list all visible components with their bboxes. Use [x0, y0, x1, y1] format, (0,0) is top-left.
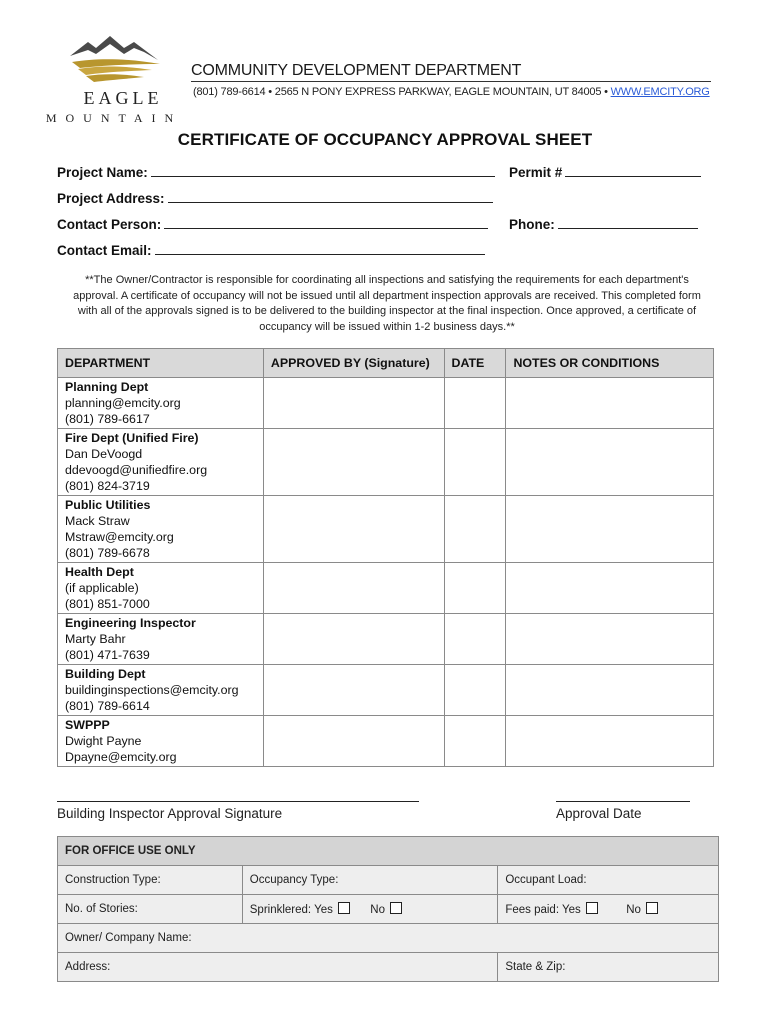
column-header-notes: NOTES OR CONDITIONS	[506, 349, 714, 378]
phone-label: Phone:	[509, 217, 555, 232]
inspector-signature-line[interactable]	[57, 801, 419, 802]
department-name: Fire Dept (Unified Fire)	[65, 431, 199, 445]
approval-date-label: Approval Date	[556, 806, 642, 821]
contact-line-text: (801) 789-6614 • 2565 N PONY EXPRESS PARKWAY, EAGLE MOUNTAIN, UT 84005 •	[193, 86, 608, 98]
department-name: Building Dept	[65, 667, 146, 681]
department-detail: buildinginspections@emcity.org	[65, 683, 239, 697]
contact-person-label: Contact Person:	[57, 217, 162, 232]
sprinklered-yes-label: Yes	[314, 904, 333, 916]
phone-field[interactable]	[509, 216, 698, 232]
department-name: Public Utilities	[65, 498, 151, 512]
column-header-approved-by: APPROVED BY (Signature)	[263, 349, 444, 378]
department-cell	[58, 716, 264, 767]
signature-cell[interactable]	[263, 378, 444, 429]
date-cell[interactable]	[444, 496, 506, 563]
contact-person-field[interactable]	[57, 216, 488, 232]
signature-cell[interactable]	[263, 716, 444, 767]
date-cell[interactable]	[444, 716, 506, 767]
state-zip-label: State & Zip:	[505, 961, 566, 973]
table-row	[58, 716, 714, 767]
sprinklered-label: Sprinklered:	[249, 904, 312, 916]
logo-wordmark-mountain: MOUNTAIN	[45, 111, 183, 125]
signature-cell[interactable]	[263, 614, 444, 665]
table-row	[58, 429, 714, 496]
column-header-date: DATE	[444, 349, 506, 378]
stories-label: No. of Stories:	[65, 903, 138, 915]
table-row	[58, 378, 714, 429]
department-detail: Marty Bahr	[65, 632, 126, 646]
sprinklered-no-checkbox[interactable]	[390, 902, 402, 914]
department-detail: Mstraw@emcity.org	[65, 530, 174, 544]
fees-paid-cell	[498, 895, 719, 924]
department-detail: (801) 471-7639	[65, 648, 150, 662]
signature-cell[interactable]	[263, 665, 444, 716]
department-detail: Dwight Payne	[65, 734, 142, 748]
notes-cell[interactable]	[506, 496, 714, 563]
permit-number-field[interactable]	[509, 164, 701, 180]
department-name: Planning Dept	[65, 380, 149, 394]
owner-responsibility-notice: **The Owner/Contractor is responsible for coordinating all inspections and satisfying the requirements for each department's approval. A certificate of occupancy will not be issued until all department inspection approvals are received. This completed form with all of the approvals signed is to be delivered to the building inspector at the final inspection. Once approved, a certificate of occupancy will be issued within 1-2 business days.**	[73, 274, 701, 333]
mountain-logo-icon	[66, 34, 166, 86]
department-contact-line	[193, 86, 710, 98]
occupancy-type-cell[interactable]	[242, 866, 498, 895]
permit-label: Permit #	[509, 165, 563, 180]
department-detail: (801) 851-7000	[65, 597, 150, 611]
department-name: Engineering Inspector	[65, 616, 196, 630]
table-row	[58, 665, 714, 716]
sprinklered-cell	[242, 895, 498, 924]
fees-paid-no-checkbox[interactable]	[646, 902, 658, 914]
owner-company-cell[interactable]	[58, 924, 719, 953]
department-title: COMMUNITY DEVELOPMENT DEPARTMENT	[191, 62, 711, 82]
contact-email-label: Contact Email:	[57, 243, 152, 258]
signature-cell[interactable]	[263, 496, 444, 563]
notes-cell[interactable]	[506, 378, 714, 429]
department-detail: Mack Straw	[65, 514, 130, 528]
department-approvals-table	[57, 348, 714, 767]
project-address-field[interactable]	[57, 190, 493, 206]
department-detail: (801) 789-6678	[65, 546, 150, 560]
office-use-table	[57, 836, 719, 982]
department-detail: Dpayne@emcity.org	[65, 750, 177, 764]
notes-cell[interactable]	[506, 716, 714, 767]
fees-paid-no-label: No	[626, 904, 641, 916]
notes-cell[interactable]	[506, 614, 714, 665]
owner-company-label: Owner/ Company Name:	[65, 932, 192, 944]
address-label: Address:	[65, 961, 111, 973]
department-cell	[58, 378, 264, 429]
project-address-label: Project Address:	[57, 191, 165, 206]
department-detail: (if applicable)	[65, 581, 139, 595]
construction-type-label: Construction Type:	[65, 874, 161, 886]
signature-cell[interactable]	[263, 429, 444, 496]
contact-email-field[interactable]	[57, 242, 485, 258]
state-zip-cell[interactable]	[498, 953, 719, 982]
date-cell[interactable]	[444, 665, 506, 716]
department-cell	[58, 563, 264, 614]
logo-wordmark-eagle: EAGLE	[83, 88, 163, 108]
department-detail: (801) 789-6617	[65, 412, 150, 426]
fees-paid-yes-checkbox[interactable]	[586, 902, 598, 914]
inspector-signature-label: Building Inspector Approval Signature	[57, 806, 283, 821]
website-link[interactable]: WWW.EMCITY.ORG	[610, 86, 710, 98]
project-name-field[interactable]	[57, 164, 495, 180]
occupant-load-cell[interactable]	[498, 866, 719, 895]
stories-cell[interactable]	[58, 895, 243, 924]
approval-date-line[interactable]	[556, 801, 690, 802]
department-cell	[58, 665, 264, 716]
column-header-department: DEPARTMENT	[58, 349, 264, 378]
date-cell[interactable]	[444, 429, 506, 496]
signature-cell[interactable]	[263, 563, 444, 614]
department-name: Health Dept	[65, 565, 134, 579]
office-use-heading: FOR OFFICE USE ONLY	[58, 837, 719, 866]
eagle-mountain-logo	[44, 34, 184, 126]
department-detail: (801) 824-3719	[65, 479, 150, 493]
occupancy-type-label: Occupancy Type:	[249, 874, 339, 886]
fees-paid-yes-label: Yes	[562, 904, 581, 916]
department-detail: Dan DeVoogd	[65, 447, 143, 461]
sprinklered-no-label: No	[370, 904, 385, 916]
notes-cell[interactable]	[506, 563, 714, 614]
table-row	[58, 614, 714, 665]
occupant-load-label: Occupant Load:	[505, 874, 587, 886]
date-cell[interactable]	[444, 563, 506, 614]
notes-cell[interactable]	[506, 665, 714, 716]
notes-cell[interactable]	[506, 429, 714, 496]
page-title: CERTIFICATE OF OCCUPANCY APPROVAL SHEET	[177, 130, 593, 149]
table-row	[58, 496, 714, 563]
fees-paid-label: Fees paid:	[505, 904, 560, 916]
department-cell	[58, 614, 264, 665]
department-detail: planning@emcity.org	[65, 396, 181, 410]
department-detail: ddevoogd@unifiedfire.org	[65, 463, 208, 477]
construction-type-cell[interactable]	[58, 866, 243, 895]
address-cell[interactable]	[58, 953, 498, 982]
date-cell[interactable]	[444, 378, 506, 429]
department-detail: (801) 789-6614	[65, 699, 150, 713]
table-row	[58, 563, 714, 614]
department-name: SWPPP	[65, 718, 110, 732]
department-cell	[58, 429, 264, 496]
project-name-label: Project Name:	[57, 165, 148, 180]
sprinklered-yes-checkbox[interactable]	[338, 902, 350, 914]
table-header-row	[58, 349, 714, 378]
department-cell	[58, 496, 264, 563]
date-cell[interactable]	[444, 614, 506, 665]
